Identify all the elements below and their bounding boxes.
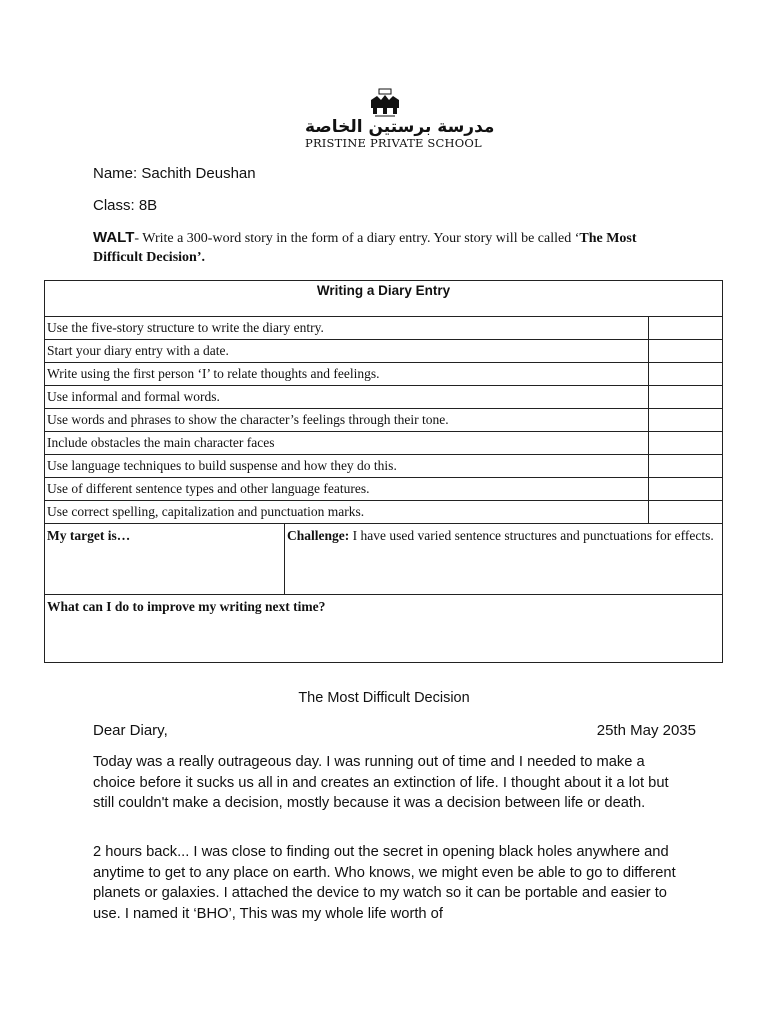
criteria-row bbox=[45, 432, 723, 455]
target-row bbox=[45, 524, 723, 595]
improve-label: What can I do to improve my writing next time? bbox=[47, 599, 326, 614]
story-date: 25th May 2035 bbox=[596, 722, 696, 739]
student-name: Name: Sachith Deushan bbox=[93, 165, 256, 182]
improve-cell[interactable] bbox=[45, 595, 723, 663]
improve-row bbox=[45, 595, 723, 663]
school-crest-icon bbox=[367, 88, 403, 118]
criteria-item: Use correct spelling, capitalization and punctuation marks. bbox=[45, 501, 649, 524]
criteria-item: Include obstacles the main character faces bbox=[45, 432, 649, 455]
walt-story-title: The Most Difficult Decision’. bbox=[93, 231, 637, 265]
school-name-english: PRISTINE PRIVATE SCHOOL bbox=[305, 136, 482, 150]
criteria-check-cell[interactable] bbox=[649, 409, 723, 432]
challenge-cell bbox=[285, 524, 723, 595]
walt-label: WALT bbox=[93, 229, 135, 246]
criteria-row bbox=[45, 317, 723, 340]
story-salutation: Dear Diary, bbox=[93, 722, 168, 739]
criteria-item: Use the five-story structure to write the diary entry. bbox=[45, 317, 649, 340]
criteria-row bbox=[45, 455, 723, 478]
criteria-check-cell[interactable] bbox=[649, 317, 723, 340]
criteria-check-cell[interactable] bbox=[649, 455, 723, 478]
target-cell[interactable] bbox=[45, 524, 285, 595]
story-paragraph: 2 hours back... I was close to finding out the secret in opening black holes anywhere and anytime to get to any place on earth. Who knows, we might even be able to go to different planets or galaxies. I attached the device to my watch so it can be portable and easier to use. I named it ‘BHO’, This was my whole life worth of bbox=[93, 844, 676, 922]
criteria-item: Use language techniques to build suspense and how they do this. bbox=[45, 455, 649, 478]
student-class: Class: 8B bbox=[93, 197, 158, 214]
criteria-check-cell[interactable] bbox=[649, 363, 723, 386]
criteria-check-cell[interactable] bbox=[649, 501, 723, 524]
criteria-item: Write using the first person ‘I’ to relate thoughts and feelings. bbox=[45, 363, 649, 386]
criteria-row bbox=[45, 363, 723, 386]
story-paragraph: Today was a really outrageous day. I was running out of time and I needed to make a choice before it sucks us all in and creates an extinction of life. I thought about it a lot but still couldn't make a decision, mostly because it was a decision between life or death. bbox=[93, 754, 669, 811]
target-label: My target is… bbox=[47, 528, 131, 543]
criteria-item: Start your diary entry with a date. bbox=[45, 340, 649, 363]
criteria-check-cell[interactable] bbox=[649, 478, 723, 501]
walt-text: - Write a 300-word story in the form of a diary entry. Your story will be called ‘ bbox=[134, 231, 580, 246]
criteria-row bbox=[45, 501, 723, 524]
story-title: The Most Difficult Decision bbox=[298, 690, 470, 706]
criteria-item: Use of different sentence types and other language features. bbox=[45, 478, 649, 501]
criteria-table-title: Writing a Diary Entry bbox=[45, 281, 723, 317]
criteria-row bbox=[45, 478, 723, 501]
challenge-text: I have used varied sentence structures and punctuations for effects. bbox=[349, 528, 714, 543]
school-name-arabic: مدرسة برستين الخاصة bbox=[305, 117, 495, 137]
criteria-item: Use informal and formal words. bbox=[45, 386, 649, 409]
criteria-row bbox=[45, 340, 723, 363]
criteria-table bbox=[44, 280, 723, 663]
walt-instruction bbox=[93, 228, 673, 267]
criteria-check-cell[interactable] bbox=[649, 432, 723, 455]
criteria-check-cell[interactable] bbox=[649, 340, 723, 363]
criteria-check-cell[interactable] bbox=[649, 386, 723, 409]
challenge-label: Challenge: bbox=[287, 528, 350, 543]
criteria-row bbox=[45, 386, 723, 409]
school-logo bbox=[305, 88, 495, 154]
criteria-row bbox=[45, 409, 723, 432]
criteria-item: Use words and phrases to show the character’s feelings through their tone. bbox=[45, 409, 649, 432]
